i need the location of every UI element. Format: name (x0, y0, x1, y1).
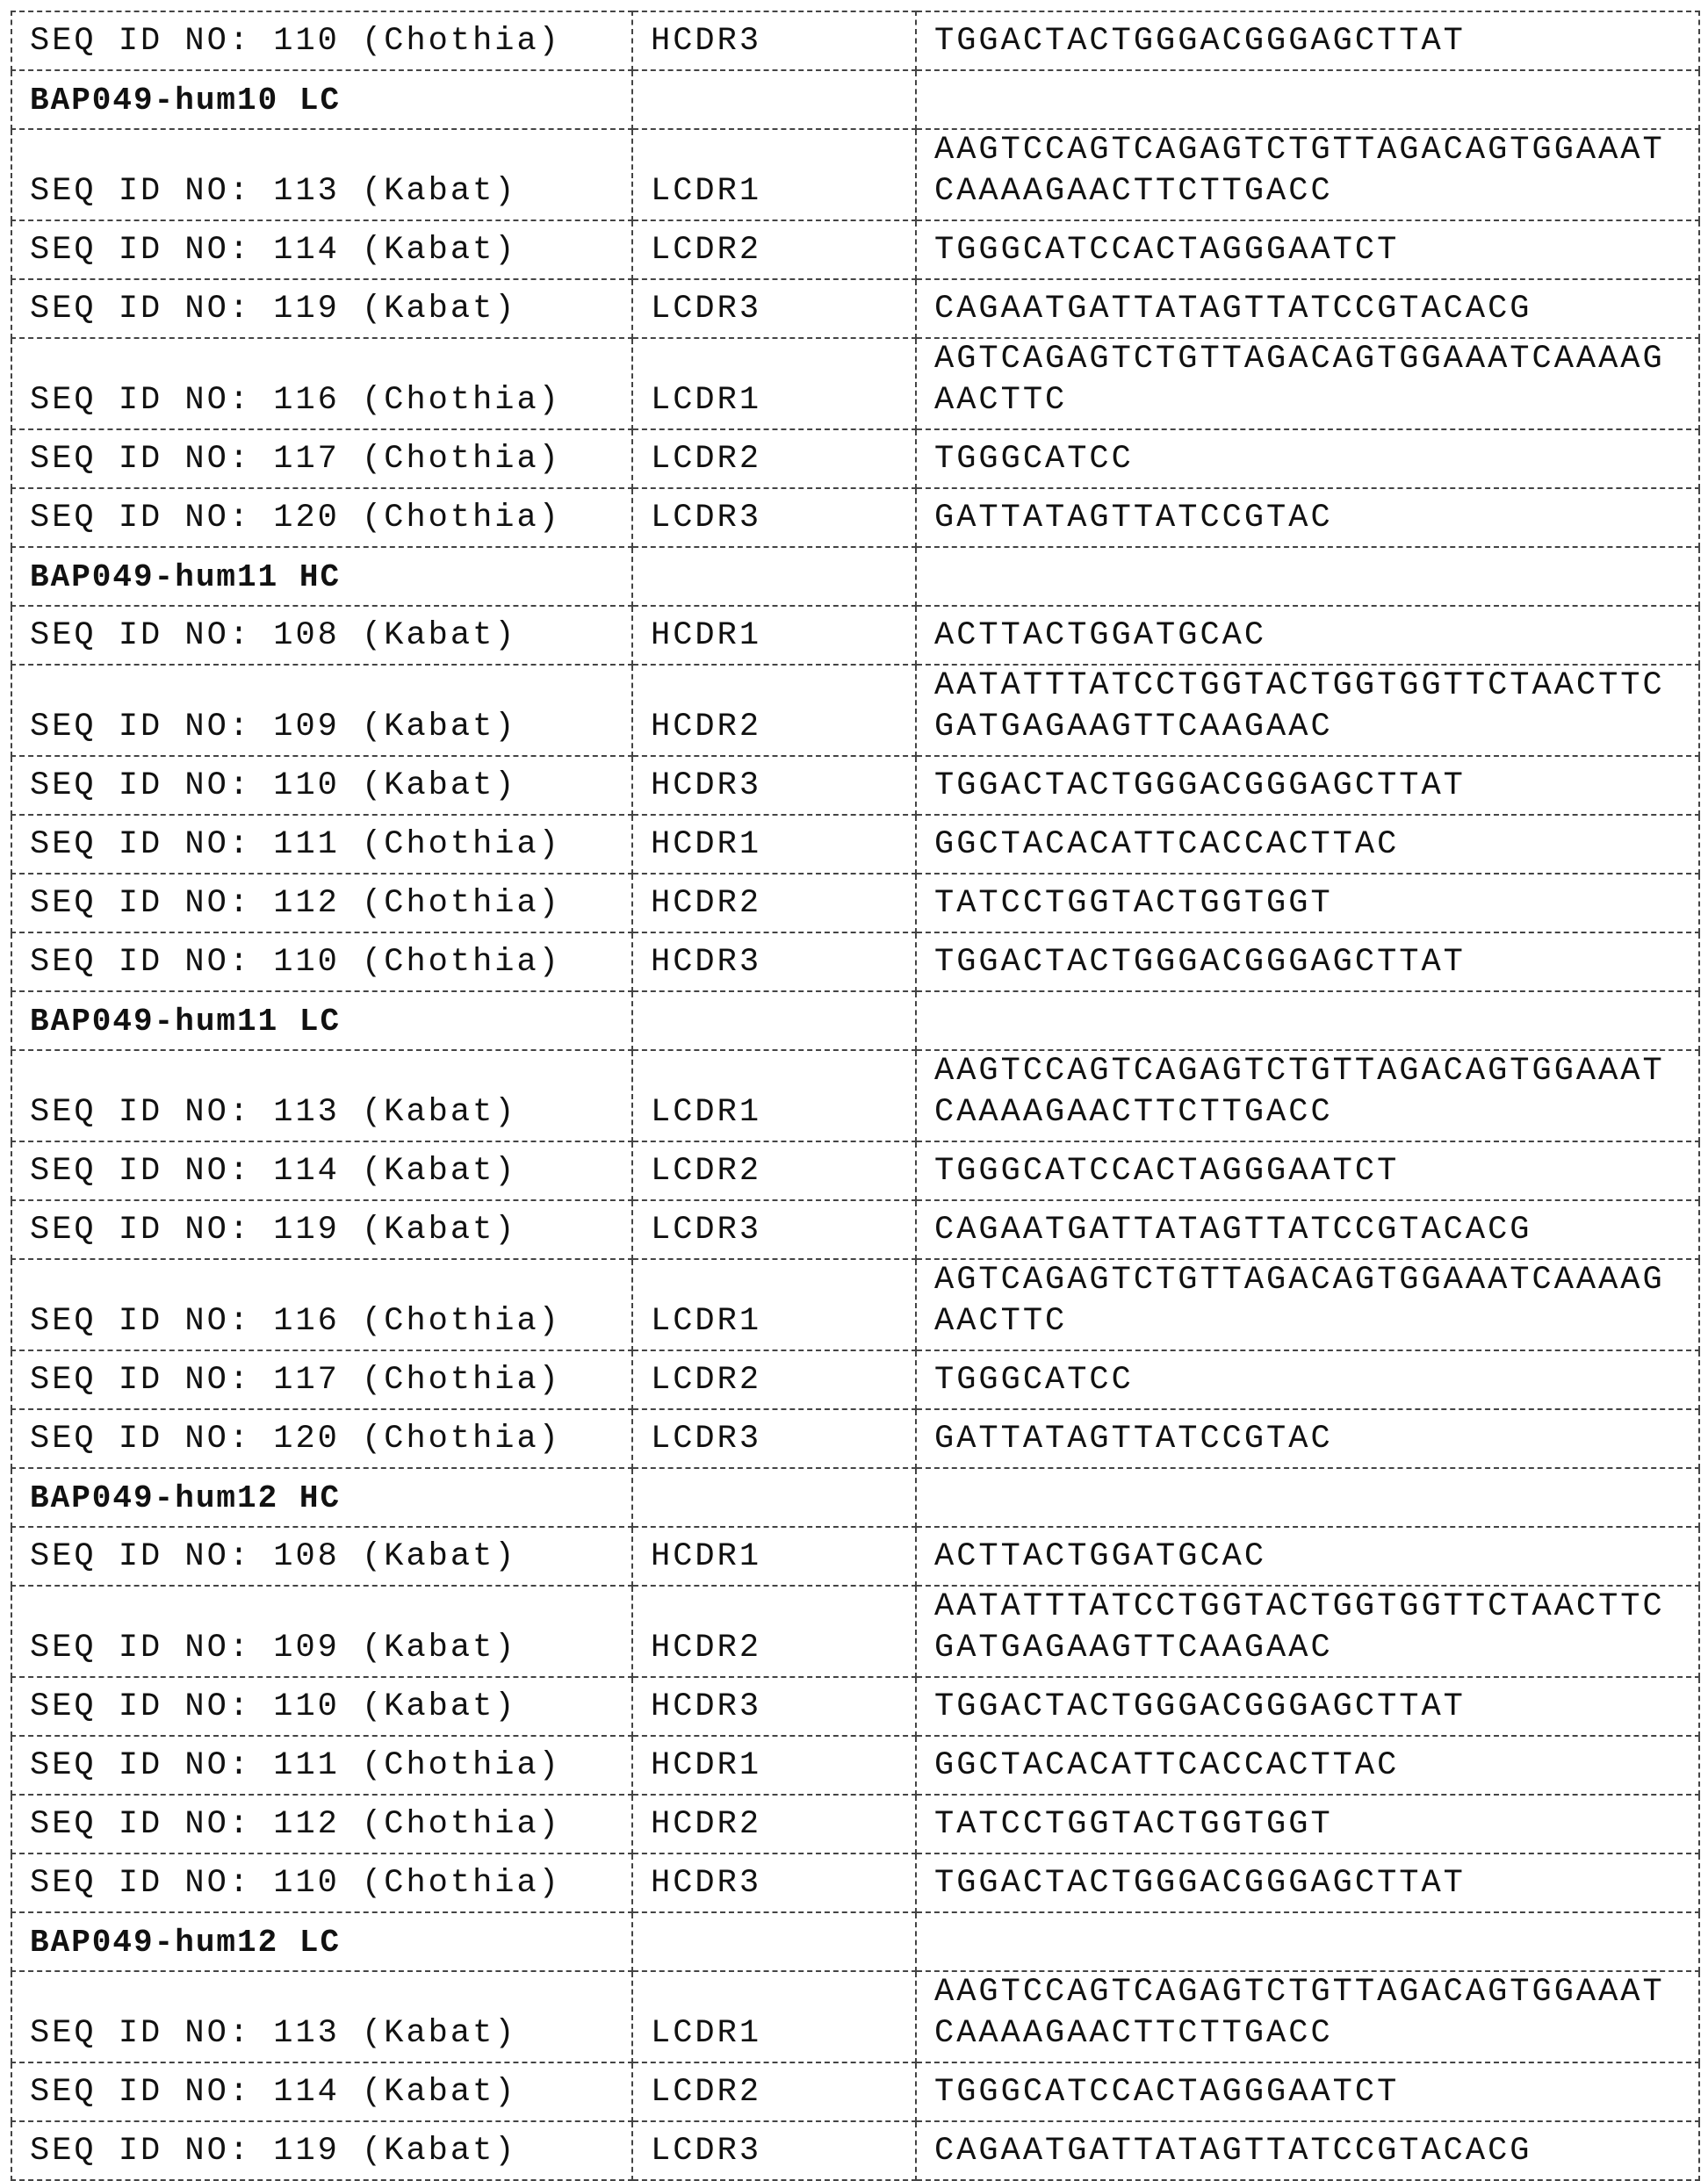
seq-id-cell: SEQ ID NO: 109 (Kabat) (11, 1586, 632, 1677)
cdr-cell: HCDR3 (632, 756, 916, 815)
cdr-cell: LCDR3 (632, 1409, 916, 1468)
sequence-line: AATATTTATCCTGGTACTGGTGGTTCTAACTTC (934, 1587, 1698, 1628)
empty-cdr-cell (632, 1912, 916, 1971)
sequence-line: AAGTCCAGTCAGAGTCTGTTAGACAGTGGAAAT (934, 1972, 1698, 2013)
sequence-cell (916, 1200, 1699, 1259)
table-body (11, 11, 1699, 2180)
table-row (11, 1853, 1699, 1912)
table-row (11, 1409, 1699, 1468)
cdr-cell: LCDR2 (632, 2062, 916, 2121)
sequence-cell (916, 815, 1699, 874)
sequence-line: TGGGCATCCACTAGGGAATCT (934, 230, 1698, 271)
sequence-line: CAAAAGAACTTCTTGACC (934, 171, 1698, 212)
sequence-line: CAAAAGAACTTCTTGACC (934, 2013, 1698, 2055)
seq-id-cell: SEQ ID NO: 117 (Chothia) (11, 429, 632, 488)
cdr-cell: LCDR2 (632, 220, 916, 279)
seq-id-cell: SEQ ID NO: 110 (Chothia) (11, 11, 632, 70)
section-header-row (11, 1468, 1699, 1527)
sequence-cell (916, 1409, 1699, 1468)
sequence-cell (916, 2121, 1699, 2180)
seq-id-cell: SEQ ID NO: 109 (Kabat) (11, 665, 632, 756)
sequence-line: GATTATAGTTATCCGTAC (934, 1419, 1698, 1460)
table-row (11, 1259, 1699, 1350)
sequence-cell (916, 1971, 1699, 2062)
table-row (11, 488, 1699, 547)
table-row (11, 1141, 1699, 1200)
section-header-row (11, 70, 1699, 129)
sequence-cell (916, 1141, 1699, 1200)
sequence-line: ACTTACTGGATGCAC (934, 615, 1698, 657)
sequence-line: TGGGCATCC (934, 1360, 1698, 1401)
cdr-cell: LCDR1 (632, 129, 916, 220)
cdr-cell: LCDR3 (632, 488, 916, 547)
sequence-line: GGCTACACATTCACCACTTAC (934, 824, 1698, 866)
sequence-line: TGGACTACTGGGACGGGAGCTTAT (934, 766, 1698, 807)
section-title: BAP049-hum11 LC (11, 991, 632, 1050)
table-row (11, 129, 1699, 220)
table-row (11, 429, 1699, 488)
table-row (11, 756, 1699, 815)
table-row (11, 1736, 1699, 1795)
empty-sequence-cell (916, 547, 1699, 606)
cdr-cell: LCDR3 (632, 279, 916, 338)
sequence-cell (916, 1853, 1699, 1912)
sequence-line: GATGAGAAGTTCAAGAAC (934, 707, 1698, 748)
sequence-line: GATTATAGTTATCCGTAC (934, 498, 1698, 539)
section-header-row (11, 1912, 1699, 1971)
sequence-cell (916, 338, 1699, 429)
empty-cdr-cell (632, 70, 916, 129)
sequence-cell (916, 11, 1699, 70)
table-row (11, 2062, 1699, 2121)
empty-sequence-cell (916, 1468, 1699, 1527)
cdr-cell: HCDR2 (632, 1795, 916, 1853)
seq-id-cell: SEQ ID NO: 114 (Kabat) (11, 220, 632, 279)
seq-id-cell: SEQ ID NO: 116 (Chothia) (11, 1259, 632, 1350)
table-row (11, 1586, 1699, 1677)
section-title: BAP049-hum11 HC (11, 547, 632, 606)
sequence-line: CAGAATGATTATAGTTATCCGTACACG (934, 1210, 1698, 1251)
sequence-cell (916, 1736, 1699, 1795)
sequence-line: AGTCAGAGTCTGTTAGACAGTGGAAATCAAAAG (934, 1260, 1698, 1301)
sequence-cell (916, 1050, 1699, 1141)
table-row (11, 338, 1699, 429)
sequence-line: AAGTCCAGTCAGAGTCTGTTAGACAGTGGAAAT (934, 130, 1698, 171)
table-row (11, 1795, 1699, 1853)
empty-sequence-cell (916, 991, 1699, 1050)
section-title: BAP049-hum12 HC (11, 1468, 632, 1527)
cdr-cell: LCDR2 (632, 1141, 916, 1200)
seq-id-cell: SEQ ID NO: 111 (Chothia) (11, 1736, 632, 1795)
sequence-cell (916, 1527, 1699, 1586)
sequence-cell (916, 932, 1699, 991)
sequence-cell (916, 606, 1699, 665)
sequence-line: AAGTCCAGTCAGAGTCTGTTAGACAGTGGAAAT (934, 1051, 1698, 1092)
empty-cdr-cell (632, 991, 916, 1050)
sequence-line: TGGACTACTGGGACGGGAGCTTAT (934, 1863, 1698, 1904)
sequence-line: ACTTACTGGATGCAC (934, 1537, 1698, 1578)
seq-id-cell: SEQ ID NO: 113 (Kabat) (11, 1050, 632, 1141)
cdr-cell: LCDR3 (632, 1200, 916, 1259)
seq-id-cell: SEQ ID NO: 111 (Chothia) (11, 815, 632, 874)
sequence-line: TGGGCATCCACTAGGGAATCT (934, 2072, 1698, 2113)
cdr-cell: HCDR1 (632, 1527, 916, 1586)
table-row (11, 1971, 1699, 2062)
cdr-cell: HCDR3 (632, 11, 916, 70)
seq-id-cell: SEQ ID NO: 120 (Chothia) (11, 488, 632, 547)
sequence-line: TATCCTGGTACTGGTGGT (934, 883, 1698, 925)
seq-id-cell: SEQ ID NO: 116 (Chothia) (11, 338, 632, 429)
seq-id-cell: SEQ ID NO: 113 (Kabat) (11, 1971, 632, 2062)
cdr-cell: LCDR1 (632, 1050, 916, 1141)
empty-sequence-cell (916, 70, 1699, 129)
cdr-cell: LCDR1 (632, 338, 916, 429)
cdr-sequence-table (11, 11, 1700, 2181)
table-row (11, 1050, 1699, 1141)
sequence-cell (916, 2062, 1699, 2121)
sequence-cell (916, 129, 1699, 220)
cdr-cell: HCDR1 (632, 815, 916, 874)
cdr-cell: HCDR3 (632, 1853, 916, 1912)
table-row (11, 1200, 1699, 1259)
seq-id-cell: SEQ ID NO: 119 (Kabat) (11, 279, 632, 338)
table-row (11, 1677, 1699, 1736)
section-header-row (11, 991, 1699, 1050)
section-header-row (11, 547, 1699, 606)
seq-id-cell: SEQ ID NO: 113 (Kabat) (11, 129, 632, 220)
cdr-cell: HCDR2 (632, 874, 916, 932)
cdr-cell: HCDR2 (632, 665, 916, 756)
table-row (11, 665, 1699, 756)
sequence-line: TGGACTACTGGGACGGGAGCTTAT (934, 1687, 1698, 1728)
section-title: BAP049-hum10 LC (11, 70, 632, 129)
table-row (11, 2121, 1699, 2180)
sequence-cell (916, 1586, 1699, 1677)
sequence-line: CAGAATGATTATAGTTATCCGTACACG (934, 2131, 1698, 2172)
cdr-cell: LCDR2 (632, 1350, 916, 1409)
sequence-line: TGGGCATCCACTAGGGAATCT (934, 1151, 1698, 1192)
empty-sequence-cell (916, 1912, 1699, 1971)
cdr-cell: HCDR2 (632, 1586, 916, 1677)
seq-id-cell: SEQ ID NO: 119 (Kabat) (11, 1200, 632, 1259)
sequence-line: GGCTACACATTCACCACTTAC (934, 1746, 1698, 1787)
empty-cdr-cell (632, 547, 916, 606)
seq-id-cell: SEQ ID NO: 110 (Kabat) (11, 1677, 632, 1736)
sequence-line: TGGACTACTGGGACGGGAGCTTAT (934, 21, 1698, 62)
sequence-cell (916, 874, 1699, 932)
seq-id-cell: SEQ ID NO: 108 (Kabat) (11, 606, 632, 665)
seq-id-cell: SEQ ID NO: 110 (Chothia) (11, 932, 632, 991)
sequence-line: AACTTC (934, 1301, 1698, 1342)
sequence-cell (916, 756, 1699, 815)
sequence-line: AACTTC (934, 380, 1698, 421)
sequence-line: CAGAATGATTATAGTTATCCGTACACG (934, 289, 1698, 330)
sequence-line: AATATTTATCCTGGTACTGGTGGTTCTAACTTC (934, 666, 1698, 707)
seq-id-cell: SEQ ID NO: 112 (Chothia) (11, 1795, 632, 1853)
sequence-line: TGGACTACTGGGACGGGAGCTTAT (934, 942, 1698, 983)
sequence-cell (916, 1795, 1699, 1853)
table-row (11, 815, 1699, 874)
sequence-line: CAAAAGAACTTCTTGACC (934, 1092, 1698, 1134)
cdr-cell: LCDR3 (632, 2121, 916, 2180)
cdr-cell: HCDR3 (632, 1677, 916, 1736)
seq-id-cell: SEQ ID NO: 114 (Kabat) (11, 1141, 632, 1200)
table-row (11, 606, 1699, 665)
cdr-cell: LCDR1 (632, 1259, 916, 1350)
section-title: BAP049-hum12 LC (11, 1912, 632, 1971)
sequence-cell (916, 665, 1699, 756)
sequence-cell (916, 1259, 1699, 1350)
table-row (11, 874, 1699, 932)
seq-id-cell: SEQ ID NO: 120 (Chothia) (11, 1409, 632, 1468)
table-row (11, 1527, 1699, 1586)
sequence-line: AGTCAGAGTCTGTTAGACAGTGGAAATCAAAAG (934, 339, 1698, 380)
seq-id-cell: SEQ ID NO: 110 (Kabat) (11, 756, 632, 815)
table-row (11, 220, 1699, 279)
table-row (11, 1350, 1699, 1409)
seq-id-cell: SEQ ID NO: 112 (Chothia) (11, 874, 632, 932)
sequence-line: TATCCTGGTACTGGTGGT (934, 1804, 1698, 1846)
sequence-cell (916, 1350, 1699, 1409)
seq-id-cell: SEQ ID NO: 119 (Kabat) (11, 2121, 632, 2180)
cdr-cell: HCDR1 (632, 1736, 916, 1795)
sequence-cell (916, 1677, 1699, 1736)
table-row (11, 279, 1699, 338)
sequence-line: TGGGCATCC (934, 439, 1698, 480)
sequence-cell (916, 488, 1699, 547)
cdr-cell: LCDR1 (632, 1971, 916, 2062)
seq-id-cell: SEQ ID NO: 110 (Chothia) (11, 1853, 632, 1912)
seq-id-cell: SEQ ID NO: 114 (Kabat) (11, 2062, 632, 2121)
sequence-cell (916, 220, 1699, 279)
seq-id-cell: SEQ ID NO: 117 (Chothia) (11, 1350, 632, 1409)
sequence-line: GATGAGAAGTTCAAGAAC (934, 1628, 1698, 1669)
table-row (11, 11, 1699, 70)
cdr-cell: HCDR3 (632, 932, 916, 991)
cdr-cell: HCDR1 (632, 606, 916, 665)
sequence-cell (916, 429, 1699, 488)
empty-cdr-cell (632, 1468, 916, 1527)
seq-id-cell: SEQ ID NO: 108 (Kabat) (11, 1527, 632, 1586)
table-row (11, 932, 1699, 991)
sequence-cell (916, 279, 1699, 338)
cdr-cell: LCDR2 (632, 429, 916, 488)
